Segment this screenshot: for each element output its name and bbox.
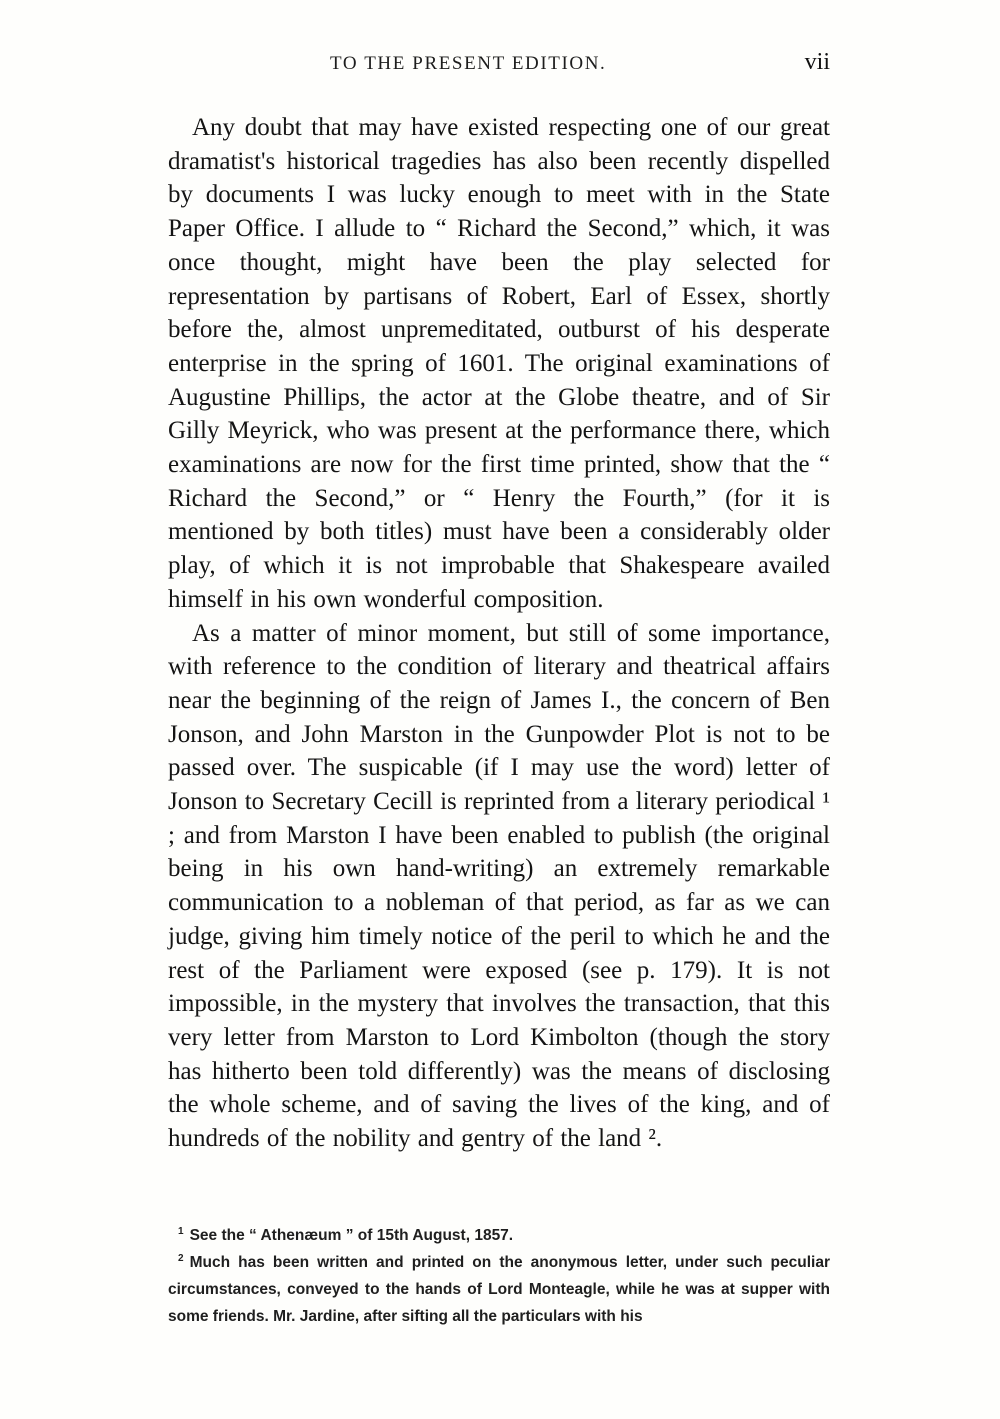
paragraph-richard-the-second: Any doubt that may have existed respecting one of our great dramatist's historical tragedies has also been recently dispelled by documents I was lucky enough to meet with in the State Paper Office. I allude to “ Richard the Second,” which, it was once thought, might have been the play selected for representation by partisans of Robert, Earl of Essex, shortly before the, almost unpremeditated, outburst of his desperate enterprise in the spring of 1601. The original examinations of Augustine Phillips, the actor at the Globe theatre, and of Sir Gilly Meyrick, who was present at the performance there, which examinations are now for the first time printed, show that the “ Richard the Second,” or “ Henry the Fourth,” (for it is mentioned by both titles) must have been a considerably older play, of which it is not improbable that Shakespeare availed himself in his own wonderful composition.: [168, 114, 830, 613]
footnote-text: See the “ Athenæum ” of 15th August, 1857.: [189, 1227, 514, 1244]
paragraph-gunpowder-plot: As a matter of minor moment, but still of some importance, with reference to the condition of literary and theatrical affairs near the beginning of the reign of James I., the concern of Ben Jonson, and John Marston in the Gunpowder Plot is not to be passed over. The suspicable (if I may use the word) letter of Jonson to Secretary Cecill is reprinted from a literary periodical ¹ ; and from Marston I have been enabled to publish (the original being in his own hand-writing) an extremely remarkable communication to a nobleman of that period, as far as we can judge, giving him timely notice of the peril to which he and the rest of the Parliament were exposed (see p. 179). It is not impossible, in the mystery that involves the transaction, that this very letter from Marston to Lord Kimbolton (though the story has hitherto been told differently) was the means of disclosing the whole scheme, and of saving the lives of the king, and of hundreds of the nobility and gentry of the land ².: [168, 619, 830, 1153]
footnote-text: Much has been written and printed on the anonymous letter, under such peculiar circumstances, conveyed to the hands of Lord Monteagle, while he was at supper with some friends. Mr. Jardine, after sifting all the particulars with his: [168, 1254, 830, 1325]
footnote-1: [168, 1222, 830, 1249]
running-head: TO THE PRESENT EDITION.: [330, 53, 607, 74]
page-body: [168, 111, 830, 1156]
footnotes: [168, 1222, 830, 1330]
page-number: vii: [804, 49, 830, 75]
footnote-2: [168, 1249, 830, 1330]
footnote-mark: 2: [178, 1252, 184, 1264]
footnote-mark: 1: [178, 1225, 184, 1237]
